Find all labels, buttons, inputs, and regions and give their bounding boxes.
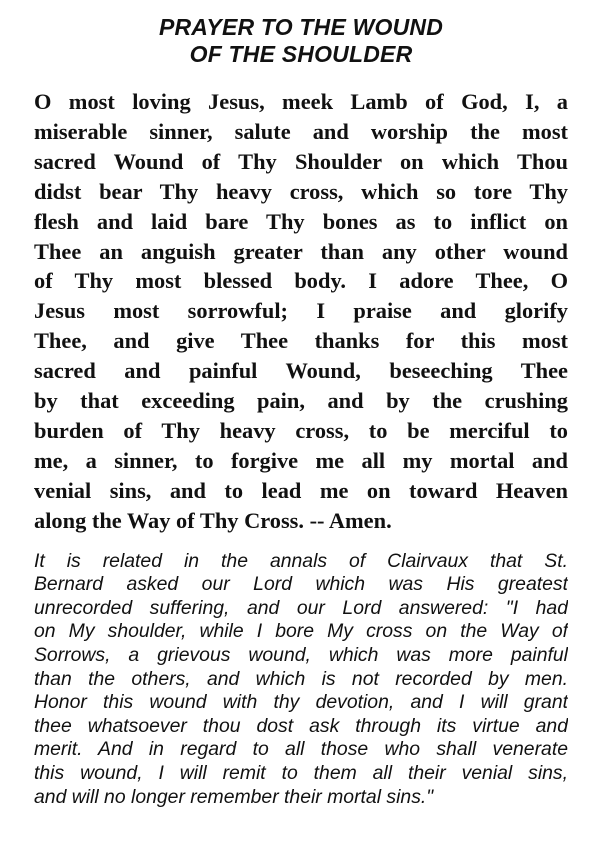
prayer-line-last: along the Way of Thy Cross. -- Amen.: [34, 507, 392, 533]
page-title: [34, 14, 568, 68]
note-line: thee whatsoever thou dost ask through its virtue and: [34, 714, 568, 737]
prayer-line: sacred and painful Wound, beseeching Thee: [34, 358, 568, 384]
prayer-line: O most loving Jesus, meek Lamb of God, I, a: [34, 89, 568, 114]
note-line: Bernard asked our Lord which was His greatest: [34, 573, 568, 596]
note-line: unrecorded suffering, and our Lord answered: "I had: [34, 596, 568, 619]
note-line: this wound, I will remit to them all their venial sins,: [34, 761, 568, 784]
legend-note: [34, 550, 568, 810]
prayer-line: sacred Wound of Thy Shoulder on which Thou: [34, 148, 568, 174]
prayer-line: flesh and laid bare Thy bones as to inflict on: [34, 208, 568, 234]
prayer-line: burden of Thy heavy cross, to be merciful to: [34, 417, 568, 443]
prayer-line: Thee, and give Thee thanks for this most: [34, 328, 568, 354]
note-line: It is related in the annals of Clairvaux that St.: [34, 549, 568, 572]
prayer-line: venial sins, and to lead me on toward Heaven: [34, 477, 568, 503]
prayer-text: [34, 87, 568, 536]
note-line: Honor this wound with thy devotion, and I will grant: [34, 691, 568, 714]
prayer-line: me, a sinner, to forgive me all my mortal and: [34, 447, 568, 473]
note-line: merit. And in regard to all those who shall venerate: [34, 738, 568, 761]
note-line: on My shoulder, while I bore My cross on the Way of: [34, 620, 568, 643]
prayer-line: by that exceeding pain, and by the crushing: [34, 388, 568, 414]
note-line-last: and will no longer remember their mortal sins.": [34, 785, 434, 808]
prayer-line: didst bear Thy heavy cross, which so tore Thy: [34, 178, 568, 204]
title-line-2: OF THE SHOULDER: [189, 41, 413, 67]
prayer-line: of Thy most blessed body. I adore Thee, O: [34, 268, 568, 294]
prayer-line: miserable sinner, salute and worship the most: [34, 118, 568, 144]
prayer-line: Thee an anguish greater than any other wound: [34, 238, 568, 264]
note-line: Sorrows, a grievous wound, which was more painful: [34, 643, 568, 666]
note-line: than the others, and which is not recorded by men.: [34, 667, 568, 690]
title-line-1: PRAYER TO THE WOUND: [158, 14, 444, 40]
prayer-line: Jesus most sorrowful; I praise and glorify: [34, 298, 568, 324]
